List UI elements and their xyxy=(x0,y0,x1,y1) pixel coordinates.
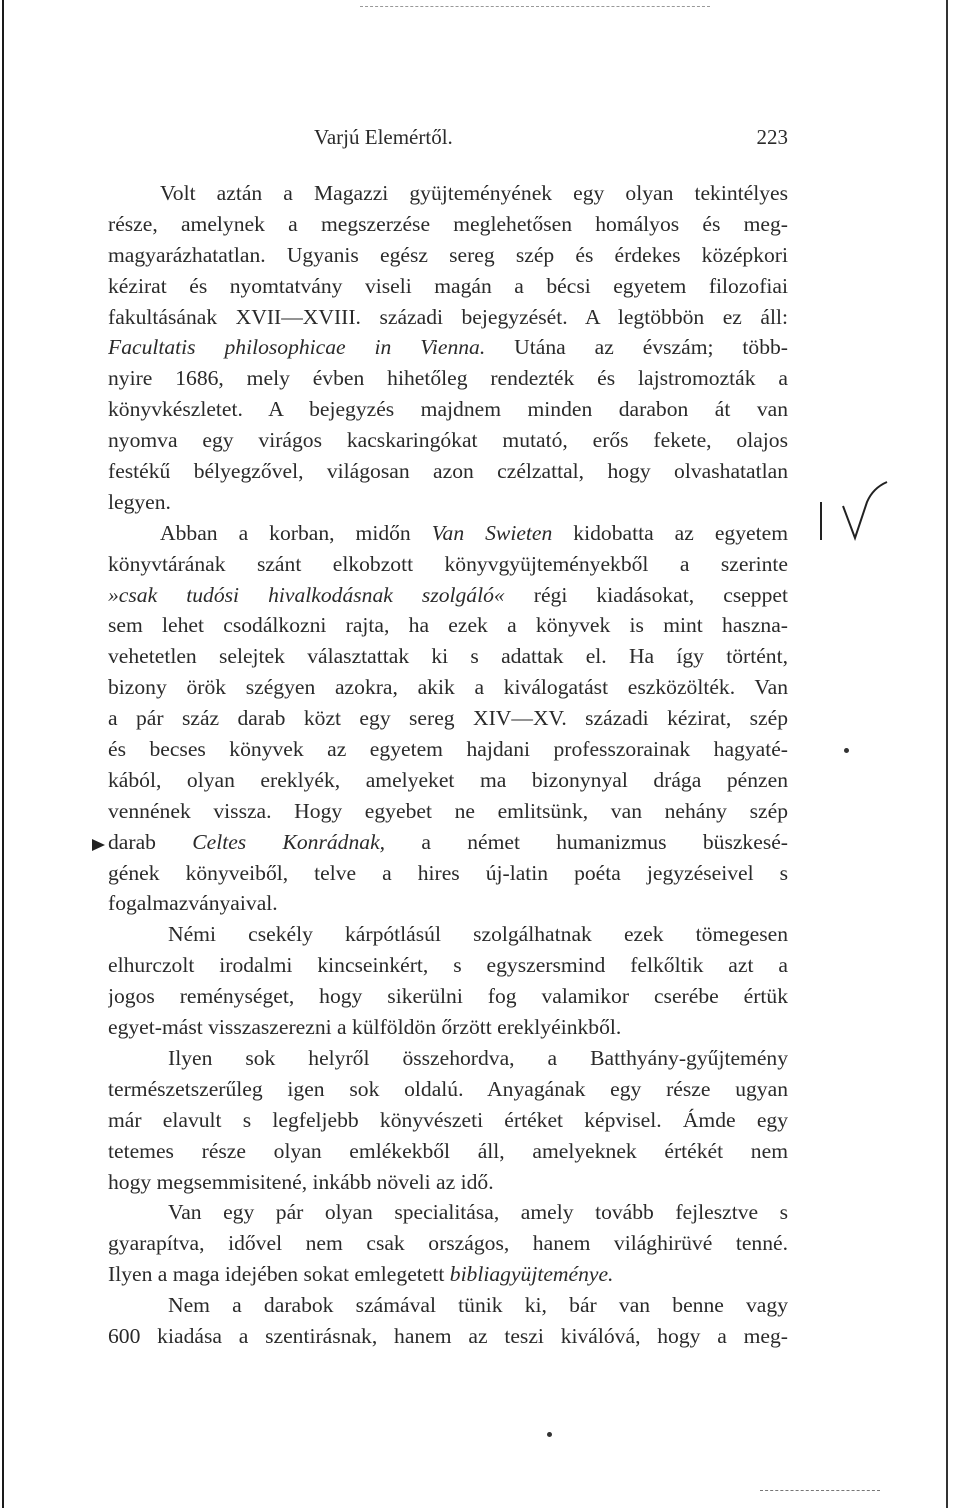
text-line: kézirat és nyomtatvány viseli magán a bécsi egyetem filozofiai xyxy=(108,273,788,298)
scan-edge-left xyxy=(2,0,4,1508)
text-fragment: darab xyxy=(108,829,193,854)
text-line: része, amelynek a megszerzése meglehetősen homályos és meg- xyxy=(108,211,788,236)
text-line: és becses könyvek az egyetem hajdani professzorainak hagyaté- xyxy=(108,737,788,762)
italic-quote: »csak tudósi hivalkodásnak szolgáló« xyxy=(108,582,505,607)
italic-name: Van Swieten xyxy=(431,520,553,545)
text-line: Ilyen sok helyről összehordva, a Batthyány-gyűjtemény xyxy=(168,1045,788,1070)
text-line: vennének vissza. Hogy egyebet ne emlitsünk, van nehány szép xyxy=(108,798,788,823)
text-line: elhurczolt irodalmi kincseinkért, s egyszersmind felkőltik azt a xyxy=(108,953,788,978)
text-line: nyomva egy virágos kacskaringókat mutató, erős fekete, olajos xyxy=(108,428,788,453)
text-line: fogalmazványaival. xyxy=(108,891,278,916)
text-fragment: Utána az évszám; több- xyxy=(485,335,788,360)
handwritten-check-mark-icon xyxy=(815,480,895,550)
text-line: fakultásának XVII—XVIII. századi bejegyzését. A legtöbbön ez áll: xyxy=(108,304,788,329)
text-line: 600 kiadása a szentirásnak, hanem az teszi kiválóvá, hogy a meg- xyxy=(108,1323,788,1348)
text-line: hogy megsemmisitené, inkább növeli az idő. xyxy=(108,1169,494,1194)
text-line: Van egy pár olyan specialitása, amely tovább fejlesztve s xyxy=(168,1200,788,1225)
page-header xyxy=(108,125,788,157)
text-line: Volt aztán a Magazzi gyüjteményének egy olyan tekintélyes xyxy=(160,181,788,205)
italic-name: Celtes Konrádnak, xyxy=(192,829,386,854)
text-line: magyarázhatatlan. Ugyanis egész sereg szép és érdekes középkori xyxy=(108,242,788,267)
scan-artifact-bottom xyxy=(760,1490,880,1493)
italic-latin-inscription: Facultatis philosophicae in Vienna. xyxy=(108,335,486,360)
page-number: 223 xyxy=(756,125,788,149)
text-line: már elavult s legfeljebb könyvészeti értéket képvisel. Ámde egy xyxy=(108,1107,788,1132)
text-line: sem lehet csodálkozni rajta, ha ezek a könyvek is mint haszna- xyxy=(108,613,788,638)
text-line: természetszerűleg igen sok oldalú. Anyagának egy része ugyan xyxy=(108,1076,788,1101)
pointer-arrow-icon xyxy=(92,838,106,852)
text-fragment: Ilyen a maga idejében sokat emlegetett xyxy=(108,1262,450,1287)
body-text xyxy=(108,178,788,1352)
text-line xyxy=(108,332,788,363)
text-line: Némi csekély kárpótlásúl szolgálhatnak ezek tömegesen xyxy=(168,922,788,947)
text-line: festékű bélyegzővel, világosan azon czélzattal, hogy olvashatatlan xyxy=(108,459,788,484)
text-line: vehetetlen selejtek választattak ki s adattak el. Ha így történt, xyxy=(108,644,788,669)
text-line: a pár száz darab közt egy sereg XIV—XV. századi kézirat, szép xyxy=(108,706,788,731)
text-line xyxy=(108,1259,788,1290)
text-line: egyet-mást visszaszerezni a külföldön őrzött ereklyéinkből. xyxy=(108,1015,622,1040)
text-line: könyvkészletet. A bejegyzés majdnem minden darabon át van xyxy=(108,397,788,422)
text-line: bizony örök szégyen azokra, akik a kiválogatást eszközölték. Van xyxy=(108,675,788,700)
text-line: jogos reménységet, hogy sikerülni fog valamikor cserébe értük xyxy=(108,984,788,1009)
text-fragment: régi kiadásokat, cseppet xyxy=(504,582,788,607)
text-line xyxy=(108,827,788,858)
scan-artifact-top xyxy=(360,6,710,9)
text-fragment: Abban a korban, midőn xyxy=(160,520,432,545)
text-line xyxy=(108,580,788,611)
text-line: gének könyveiből, telve a hires új-latin poéta jegyzéseivel s xyxy=(108,860,788,885)
text-fragment: a német humanizmus büszkesé- xyxy=(385,829,788,854)
text-line: könyvtárának szánt elkobzott könyvgyüjteményekből a szerinte xyxy=(108,551,788,576)
text-line: gyarapítva, idővel nem csak országos, hanem világhirüvé tenné. xyxy=(108,1231,788,1256)
text-line: nyire 1686, mely évben hihetőleg rendezték és lajstromozták a xyxy=(108,366,788,391)
text-line: Nem a darabok számával tünik ki, bár van benne vagy xyxy=(168,1293,788,1318)
italic-title: bibliagyüjteménye. xyxy=(449,1262,614,1287)
text-line xyxy=(108,518,788,549)
text-line: tetemes része olyan emlékekből áll, amelyeknek értékét nem xyxy=(108,1138,788,1163)
scan-edge-right xyxy=(946,0,948,1508)
running-title: Varjú Elemértől. xyxy=(314,125,453,149)
ink-dot-icon xyxy=(844,748,849,753)
text-line: kából, olyan ereklyék, amelyeket ma bizonynyal drága pénzen xyxy=(108,767,788,792)
text-line: legyen. xyxy=(108,489,171,514)
ink-dot-icon xyxy=(547,1432,552,1437)
text-fragment: kidobatta az egyetem xyxy=(552,520,788,545)
